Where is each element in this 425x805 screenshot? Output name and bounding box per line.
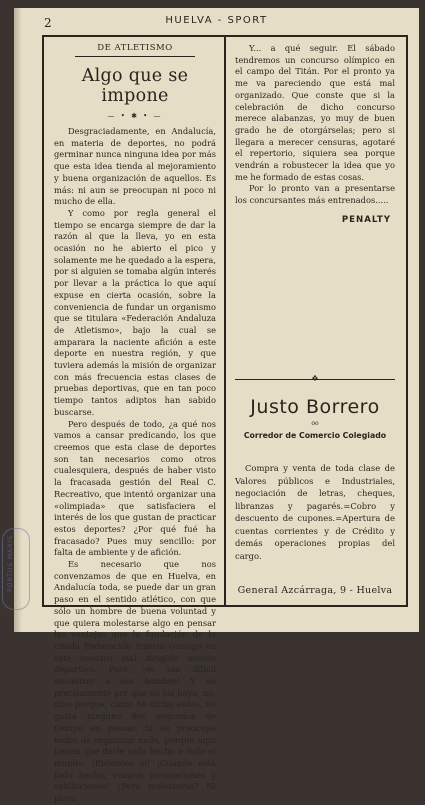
- page-header: [14, 14, 419, 30]
- page-number: 2: [44, 16, 52, 30]
- article-paragraph: Por lo pronto van a presentarse los concursantes más entrenados.....: [235, 183, 395, 206]
- advert-paragraph: Compra y venta de toda clase de Valores públicos e Industriales, negociación de letras, cheques, libranzas y pagarés.=Cobro y descuento de cupones.=Apertura de cuentas corrientes y de Crédito y demás operaciones propias del cargo.: [235, 463, 395, 561]
- article-body-right: [235, 43, 395, 207]
- advertisement-box: [235, 374, 395, 604]
- advert-address: General Azcárraga, 9 - Huelva: [237, 585, 393, 596]
- article-paragraph: Es necesario que nos convenzamos de que en Huelva, en Andalucía toda, se puede dar un gran paso en el sentido atlético, con que sólo un hombre de buena voluntad y que quiera molestarse algo en pensar las ventajas que la fundación de la citada Federación traería consigo en este nuestro mal dirigido mundo deportivo. Pero, ¡es tan difícil encontrar a ese hombre! Y no precisamente por que no los haya, no; sino porque, como he dicho antes, no gasta ninguno dos segundos de tiempo en pensar, ni se preocupa nadie de organizar nada, porque aquí tienen que darle todo hecho a todo el mundo. ¡Entonces sí! ¡Cuando está todo hecho, vengan presunciones y exhibiciones! ¿Pero molestarse? Ni pizca.: [54, 559, 216, 804]
- article-paragraph: Y... a qué seguir. El sábado tendremos un concurso olímpico en el campo del Titán. Por el pronto ya me va pareciendo que está mal organizado. Que conste que si la celebración de dicho concurso merece alabanzas, yo muy de buen grado he de otorgárselas; pero si llegara a merecer censuras, agotaré el repertorio, siquiera sea porque vendrán a robustecer la idea que yo me he formado de estas cosas.: [235, 43, 395, 182]
- advert-ornament: ❖: [311, 374, 319, 383]
- article-body-left: [54, 126, 216, 805]
- advert-text: [235, 462, 395, 562]
- advert-role: Corredor de Comercio Colegiado: [243, 431, 387, 440]
- magazine-page: [7, 8, 419, 804]
- column-divider: [224, 37, 226, 605]
- title-ornament: — • ✱ • —: [107, 112, 163, 120]
- article-signature: PENALTY: [341, 214, 391, 225]
- advert-small-ornament: oo: [311, 420, 319, 427]
- section-heading: DE ATLETISMO: [75, 43, 195, 57]
- article-left-column: [54, 43, 216, 805]
- content-frame: [42, 35, 408, 804]
- article-paragraph: Desgraciadamente, en Andalucía, en materia de deportes, no podrá germinar nunca ninguna idea por más que esta idea tienda al mejoramiento y buena organización de aquellos. Es más: ni aun se preocupan ni poco ni mucho de ella.: [54, 126, 216, 207]
- library-stamp: [2, 528, 30, 610]
- advert-name: Justo Borrero: [250, 396, 380, 418]
- publication-title: HUELVA - SPORT: [165, 15, 268, 26]
- article-title: Algo que se impone: [81, 66, 189, 106]
- article-paragraph: Pero después de todo, ¿a qué nos vamos a cansar predicando, los que creemos que esta clase de deportes son tan necesarios como otros cualesquiera, después de haber visto la fracasada gestión del Real C. Recreativo, que intentó organizar una «olimpiada» que satisfaciera el interés de los que gustan de practicar estos deportes? ¿Por qué fué ha fracasado? Pues muy sencillo: por falta de ambiente y de afición.: [54, 418, 216, 558]
- article-right-column: [235, 43, 395, 596]
- stamp-text: PORTUS MARIS: [7, 535, 14, 592]
- article-paragraph: Y como por regla general el tiempo se encarga siempre de dar la razón al que la lleva, yo en esta ocasión no he abierto el pico y solamente me he quedado a la espera, por si alguien se tomaba algún interés por llevar a la práctica lo que aquí expuse en cierta ocasión, sobre la conveniencia de fundar un organismo que se titulara «Federación Andaluza de Atletismo», bajo la cual se amparara la naciente afición a este deporte en nuestra región, y que tuviera además la misión de organizar con más frecuencia estas clases de pruebas deportivas, que en tan poco tiempo tantos adiptos han sabido buscarse.: [54, 207, 216, 417]
